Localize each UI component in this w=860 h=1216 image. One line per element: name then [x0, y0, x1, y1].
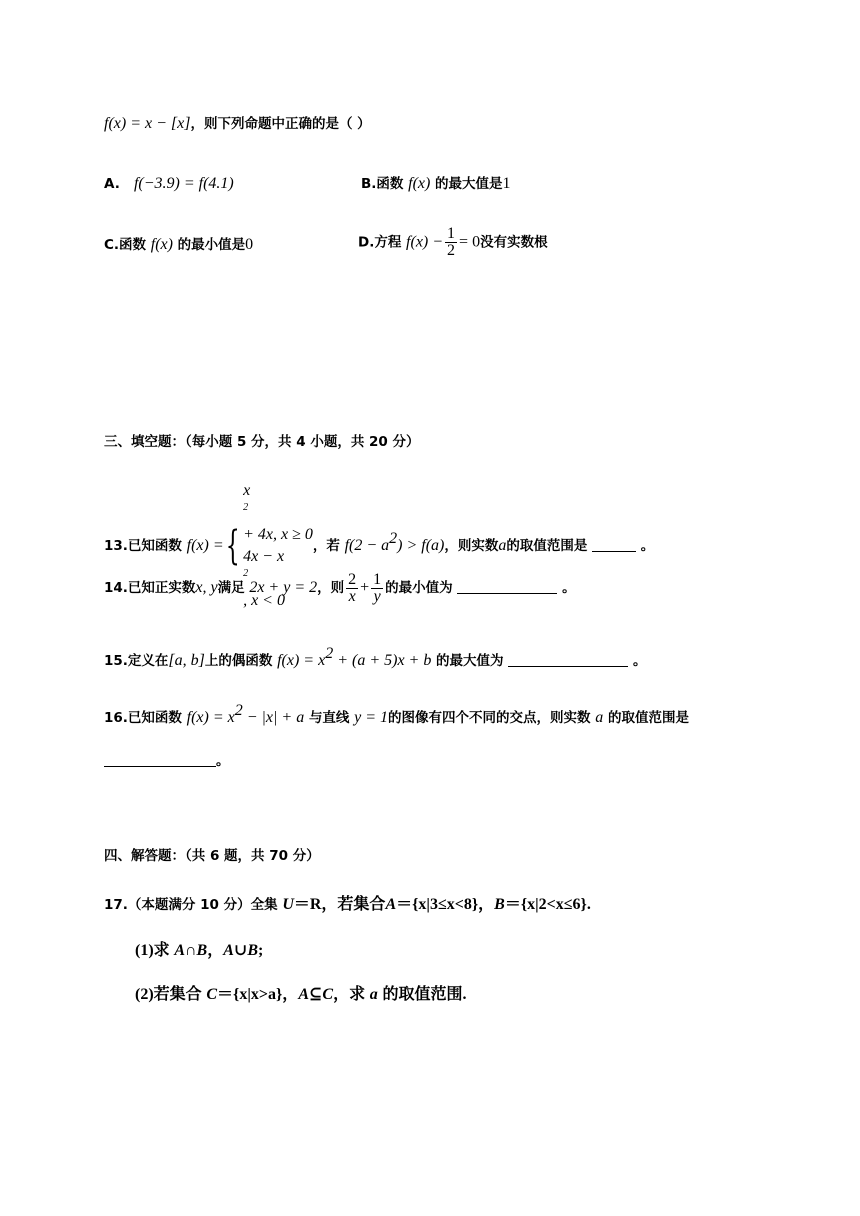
fraction-1-numerator: 2: [348, 570, 357, 588]
q17-p2-a: a: [369, 986, 378, 1003]
q14: [104, 568, 576, 608]
q12-option-d: [358, 226, 548, 259]
q17-p1-sep: ，: [207, 942, 224, 959]
option-d-tail: = 0: [459, 233, 481, 251]
q14-eq: 2x + y = 2: [249, 579, 318, 596]
q17-p2-sub: A⊆C: [298, 986, 334, 1003]
fraction-2-denominator: y: [373, 587, 381, 605]
q13-fx: f(x) =: [186, 537, 224, 554]
q13-cond-exponent: 2: [389, 530, 398, 547]
q17-set-a: ＝{x|3≤x<8}，: [396, 896, 495, 913]
q15-fx-a: f(x) = x: [277, 652, 326, 669]
q12-stem: [104, 113, 371, 135]
q13-cond-a: f(2 − a: [344, 537, 390, 554]
q15-interval: [a, b]: [168, 652, 205, 669]
option-d-text: 没有实数根: [480, 234, 548, 251]
q17-p2-label: (2)若集合: [135, 986, 202, 1003]
fraction-denominator: 2: [447, 242, 456, 259]
q13-answer-blank[interactable]: [592, 537, 636, 552]
option-c-math: f(x): [150, 236, 173, 253]
q15-label: 15.定义在: [104, 653, 169, 669]
case-1-exponent: 2: [243, 502, 249, 513]
q17-eq-r: ＝R，若集合: [293, 896, 386, 913]
q17-p1-cap: ∩: [185, 942, 197, 959]
q16-tail2: 的取值范围是: [607, 710, 689, 726]
fraction-2-numerator: 1: [373, 570, 382, 588]
case-1-rest: + 4x, x ≥ 0: [243, 526, 313, 543]
q17-p1-b: B: [196, 942, 208, 959]
q16-end: 。: [216, 753, 230, 769]
q16: [104, 702, 689, 729]
q17-p1-a: A: [174, 942, 186, 959]
q17-p1-end: ;: [257, 942, 264, 959]
q13-mid: ，若: [312, 538, 340, 554]
q17-p1-b2: B: [247, 942, 258, 959]
q17-u: U: [282, 896, 294, 913]
q14-end: 。: [562, 580, 576, 596]
q16-line: y = 1: [354, 709, 389, 726]
q12-option-c: [104, 234, 253, 256]
q16-label: 16.已知函数: [104, 710, 182, 726]
case-2-exponent: 2: [243, 568, 249, 579]
q14-plus: +: [360, 579, 370, 596]
option-a-label: A.: [104, 176, 120, 192]
q16-answer-blank[interactable]: [104, 752, 216, 767]
q17-set-b: ＝{x|2<x≤6}.: [504, 896, 591, 913]
option-c-val: 0: [245, 236, 254, 253]
q17-part-2: [135, 984, 467, 1006]
left-brace-icon: {: [225, 523, 240, 569]
q15-fx-b: + (a + 5)x + b: [333, 652, 432, 669]
q15-tail: 的最大值为: [436, 653, 504, 669]
q17-p1-cup: ∪: [233, 942, 248, 959]
option-c-text: 的最小值是: [177, 237, 246, 253]
q13-var: a: [498, 537, 507, 554]
q17-intro: [104, 894, 591, 916]
q15: [104, 645, 647, 672]
q13-case-1: [243, 480, 313, 546]
q16-fx-a: f(x) = x: [186, 709, 235, 726]
section-4-heading: 四、解答题：（共 6 题，共 70 分）: [104, 848, 320, 864]
q17-p2-set: ＝{x|x>a}，: [217, 986, 299, 1003]
q17-a: A: [385, 896, 397, 913]
q16-exponent: 2: [234, 702, 243, 719]
q17-b: B: [494, 896, 505, 913]
q16-fx-b: − |x| + a: [242, 709, 305, 726]
q13-label: 13.已知函数: [104, 538, 182, 554]
option-d-math: f(x) −: [406, 233, 444, 251]
q16-var: a: [595, 709, 604, 726]
q15-exponent: 2: [325, 645, 334, 662]
q12-option-a: [104, 173, 234, 195]
fraction-1-denominator: x: [348, 587, 356, 605]
q12-stem-text: ，则下列命题中正确的是（ ）: [190, 116, 371, 132]
option-a-math: f(−3.9) = f(4.1): [133, 175, 234, 192]
option-d-label: D.方程: [358, 234, 402, 251]
q12-option-b: [361, 173, 511, 195]
option-b-label: B.函数: [361, 176, 404, 192]
q14-fraction-2: [371, 572, 383, 605]
q17-p2-mid: ，求: [333, 986, 366, 1003]
q17-p1-label: (1)求: [135, 942, 170, 959]
q13-tail1: ，则实数: [444, 538, 499, 554]
case-2-rest: , x < 0: [243, 592, 285, 609]
case-1-base: x: [243, 482, 251, 499]
q16-tail1: 的图像有四个不同的交点，则实数: [388, 710, 591, 726]
option-d-fraction: [445, 226, 457, 259]
q15-answer-blank[interactable]: [508, 652, 628, 667]
q13-end: 。: [640, 538, 655, 554]
option-b-text: 的最大值是: [435, 176, 503, 192]
q17-intro-text: 17.（本题满分 10 分）全集: [104, 897, 278, 913]
q14-label: 14.已知正实数: [104, 580, 196, 596]
q17-p2-end: 的取值范围.: [382, 986, 467, 1003]
q14-fraction-1: [346, 572, 358, 605]
case-2-base: 4x − x: [243, 548, 285, 565]
option-b-val: 1: [502, 175, 511, 192]
q14-answer-blank[interactable]: [457, 579, 557, 594]
fraction-numerator: 1: [447, 225, 456, 242]
q17-p2-c: C: [206, 986, 218, 1003]
section-3-heading: 三、填空题：（每小题 5 分，共 4 小题，共 20 分）: [104, 434, 420, 450]
q16-mid: 与直线: [308, 710, 350, 726]
q14-vars: x, y: [195, 579, 218, 596]
q15-mid: 上的偶函数: [204, 653, 273, 669]
q12-stem-math: f(x) = x − [x]: [104, 115, 191, 132]
q14-mid1: 满足: [217, 580, 245, 596]
q13-tail2: 的取值范围是: [506, 538, 588, 554]
q14-tail: 的最小值为: [385, 580, 453, 596]
q14-mid2: ，则: [317, 580, 345, 596]
option-c-label: C.函数: [104, 237, 147, 253]
q17-p1-a2: A: [223, 942, 234, 959]
q15-end: 。: [632, 653, 647, 669]
q17-part-1: [135, 940, 263, 962]
q16-answer-line: [104, 750, 230, 772]
q13-cond-b: ) > f(a): [397, 537, 445, 554]
option-b-math: f(x): [408, 175, 431, 192]
